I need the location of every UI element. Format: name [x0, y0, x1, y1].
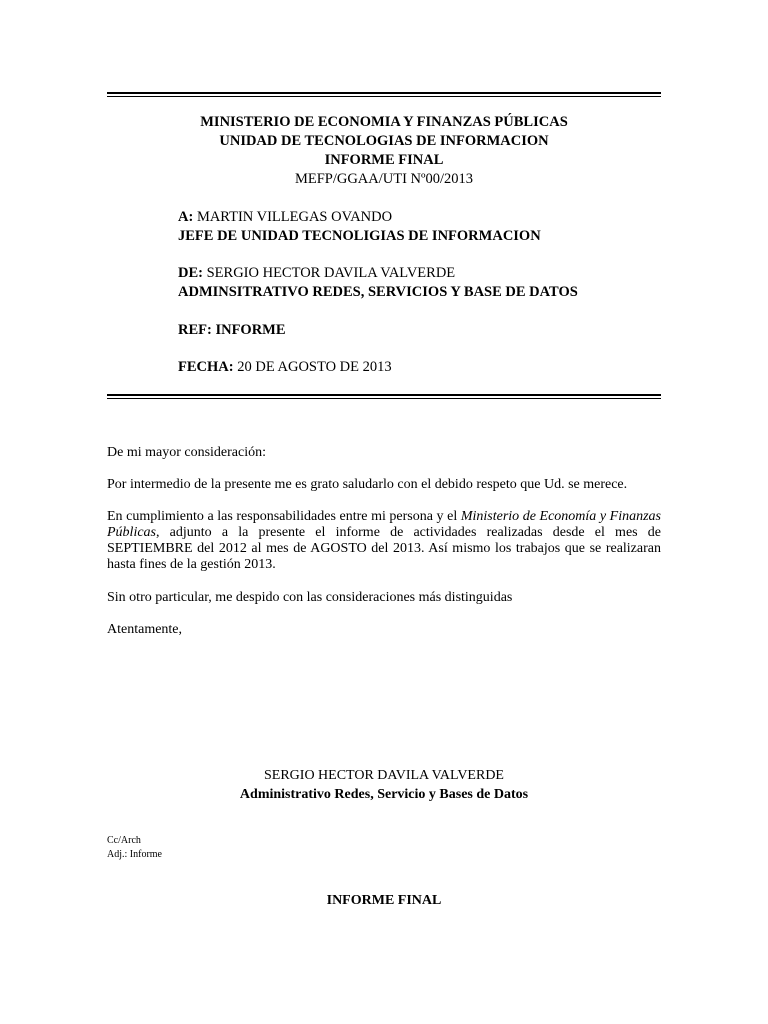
final-title: INFORME FINAL	[326, 893, 442, 908]
reference-block	[178, 321, 648, 340]
from-name: SERGIO HECTOR DAVILA VALVERDE	[206, 265, 456, 281]
ministry-name-italic: Ministerio de Economía y Finanzas Públicas	[107, 509, 662, 540]
recipient-block	[178, 208, 648, 246]
paragraph-closing: Sin otro particular, me despido con las consideraciones más distinguidas	[107, 590, 513, 605]
to-title: JEFE DE UNIDAD TECNOLIGIAS DE INFORMACION	[178, 228, 541, 244]
signature-block	[107, 766, 661, 804]
salutation: De mi mayor consideración:	[107, 445, 267, 460]
header-ministry: MINISTERIO DE ECONOMIA Y FINANZAS PÚBLICAS	[200, 114, 568, 130]
sender-block	[178, 264, 648, 302]
cc-block	[107, 834, 162, 862]
paragraph-main	[107, 509, 661, 573]
cc-line: Cc/Arch	[107, 835, 141, 846]
ref-line: REF: INFORME	[178, 322, 286, 338]
header-report-title: INFORME FINAL	[324, 152, 444, 168]
date-label: FECHA:	[178, 359, 234, 375]
signature-title: Administrativo Redes, Servicio y Bases de Datos	[239, 787, 529, 802]
from-label: DE:	[178, 265, 203, 281]
from-title: ADMINSITRATIVO REDES, SERVICIOS Y BASE DE DATOS	[178, 284, 578, 300]
bottom-divider	[107, 394, 661, 399]
paragraph-main-start: En cumplimiento a las responsabilidades entre mi persona y el	[107, 509, 458, 524]
to-name: MARTIN VILLEGAS OVANDO	[196, 209, 393, 225]
header-reference-code: MEFP/GGAA/UTI Nº00/2013	[294, 171, 474, 187]
to-label: A:	[178, 209, 194, 225]
date-value: 20 DE AGOSTO DE 2013	[237, 359, 392, 375]
closing-phrase: Atentamente,	[107, 622, 183, 637]
attachment-line: Adj.: Informe	[107, 849, 162, 860]
signature-name: SERGIO HECTOR DAVILA VALVERDE	[264, 768, 504, 783]
top-divider	[107, 92, 661, 97]
document-header	[107, 113, 661, 189]
header-unit: UNIDAD DE TECNOLOGIAS DE INFORMACION	[219, 133, 549, 149]
date-block	[178, 358, 648, 377]
paragraph-greeting: Por intermedio de la presente me es grato saludarlo con el debido respeto que Ud. se merece.	[107, 477, 628, 492]
paragraph-main-end: , adjunto a la presente el informe de actividades realizadas desde el mes de SEPTIEMBRE del 2012 al mes de AGOSTO del 2013. Así mismo los trabajos que se realizaran hasta fines de la gestión 2013.	[107, 525, 661, 572]
